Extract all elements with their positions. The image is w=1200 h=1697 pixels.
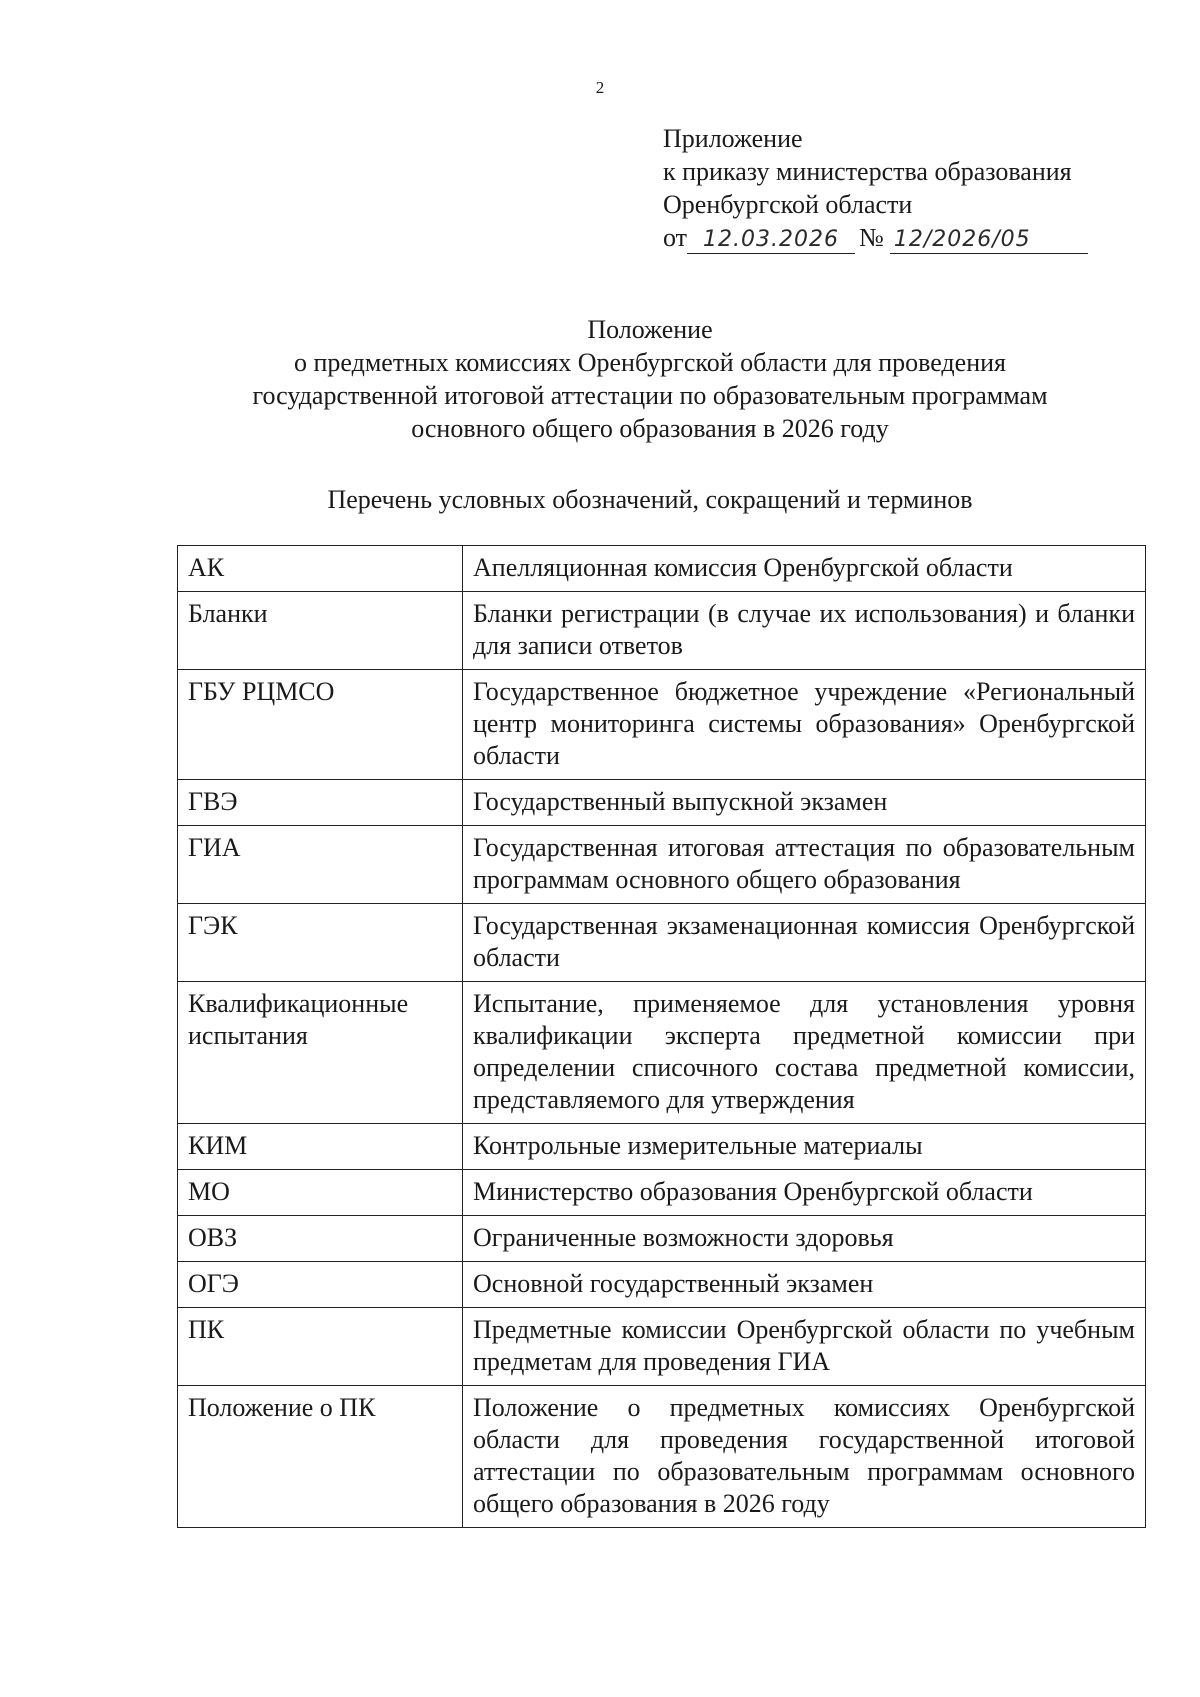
definition-cell: Испытание, применяемое для установления уровня квалификации эксперта предметной комиссии при определении списочного состава предметной комиссии, представляемого для утверждения: [463, 982, 1146, 1124]
appendix-title: Приложение: [663, 124, 803, 153]
term-cell: ОГЭ: [178, 1262, 463, 1308]
definition-cell: Положение о предметных комиссиях Оренбургской области для проведения государственной итоговой аттестации по образовательным программам основного общего образования в 2026 году: [463, 1386, 1146, 1528]
appendix-order-reference: к приказу министерства образования: [663, 157, 1072, 186]
handwritten-order-number: 12/2026/05: [890, 227, 1088, 254]
table-row: [178, 1386, 1146, 1528]
handwritten-order-date: 12.03.2026: [687, 227, 855, 254]
section-subtitle: Перечень условных обозначений, сокращений и терминов: [327, 485, 973, 514]
table-row: [178, 546, 1146, 592]
definition-cell: Государственная экзаменационная комиссия Оренбургской области: [463, 904, 1146, 982]
definition-cell: Контрольные измерительные материалы: [463, 1124, 1146, 1170]
term-cell: Положение о ПК: [178, 1386, 463, 1528]
definition-cell: Основной государственный экзамен: [463, 1262, 1146, 1308]
term-cell: ГИА: [178, 826, 463, 904]
table-row: [178, 904, 1146, 982]
definition-cell: Предметные комиссии Оренбургской области по учебным предметам для проведения ГИА: [463, 1308, 1146, 1386]
term-cell: ГБУ РЦМСО: [178, 670, 463, 780]
appendix-region: Оренбургской области: [663, 190, 913, 219]
definition-cell: Апелляционная комиссия Оренбургской области: [463, 546, 1146, 592]
number-sign: №: [859, 223, 884, 252]
term-cell: МО: [178, 1170, 463, 1216]
definition-cell: Государственный выпускной экзамен: [463, 780, 1146, 826]
table-row: [178, 1262, 1146, 1308]
document-title-line: Положение: [587, 315, 713, 344]
definition-cell: Бланки регистрации (в случае их использования) и бланки для записи ответов: [463, 592, 1146, 670]
table-row: [178, 1170, 1146, 1216]
term-cell: ПК: [178, 1308, 463, 1386]
table-row: [178, 1124, 1146, 1170]
term-cell: ГВЭ: [178, 780, 463, 826]
definition-cell: Государственная итоговая аттестация по образовательным программам основного общего образования: [463, 826, 1146, 904]
term-cell: ГЭК: [178, 904, 463, 982]
definition-cell: Государственное бюджетное учреждение «Региональный центр мониторинга системы образования» Оренбургской области: [463, 670, 1146, 780]
table-row: [178, 592, 1146, 670]
table-row: [178, 670, 1146, 780]
definition-cell: Ограниченные возможности здоровья: [463, 1216, 1146, 1262]
order-date-number-line: [663, 221, 1088, 254]
definition-cell: Министерство образования Оренбургской области: [463, 1170, 1146, 1216]
term-cell: Квалификационные испытания: [178, 982, 463, 1124]
table-row: [178, 1308, 1146, 1386]
term-cell: АК: [178, 546, 463, 592]
table-row: [178, 826, 1146, 904]
term-cell: ОВЗ: [178, 1216, 463, 1262]
table-row: [178, 982, 1146, 1124]
document-title-line: основного общего образования в 2026 году: [411, 414, 889, 443]
terms-table: [177, 545, 1146, 1528]
from-label: от: [663, 223, 688, 252]
appendix-header: [663, 122, 1088, 254]
document-title-line: о предметных комиссиях Оренбургской области для проведения: [294, 348, 1006, 377]
document-title-line: государственной итоговой аттестации по образовательным программам: [252, 381, 1048, 410]
table-row: [178, 1216, 1146, 1262]
table-row: [178, 780, 1146, 826]
page-number: 2: [595, 78, 605, 97]
term-cell: КИМ: [178, 1124, 463, 1170]
term-cell: Бланки: [178, 592, 463, 670]
document-title: [150, 313, 1150, 445]
